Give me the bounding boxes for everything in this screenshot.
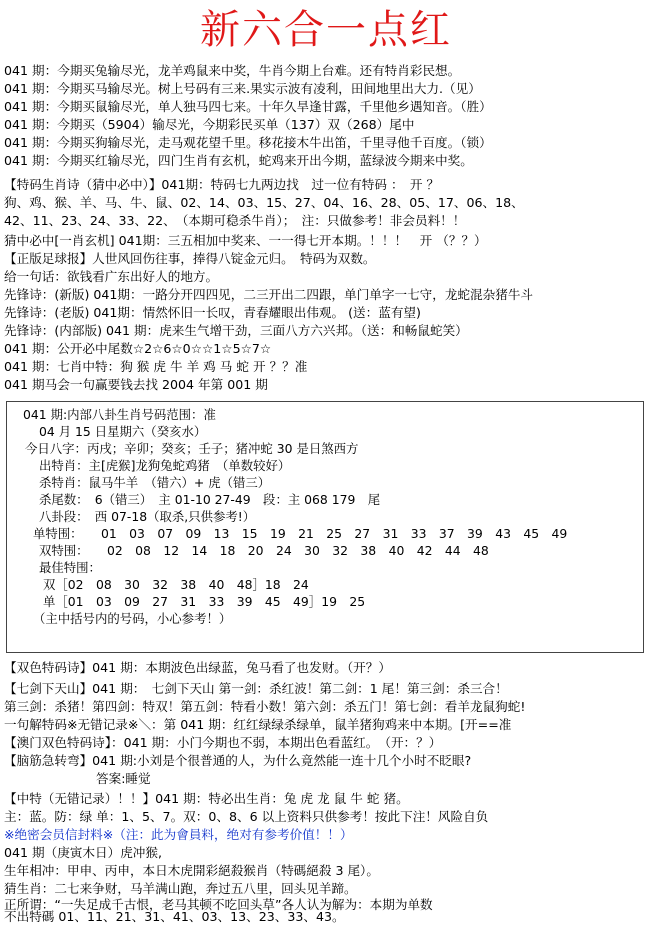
text-line: 【澳门双色特码诗】：041 期：小门今期也不弱，本期出色看蓝红。 （开：？） (4, 735, 442, 750)
box-best-dan: 单［01 03 09 27 31 33 39 45 49］19 25 (43, 594, 366, 609)
text-line: 第三剑：杀猪！第四剑：特双！第五剑：特看小数！第六剑：杀五门！第七剑：看羊龙鼠狗蛇! (4, 699, 526, 714)
text-line: 041 期：今期买狗输尽光，走马观花望千里。移花接木牛出笛，千里寻他千百度。（锁） (4, 135, 492, 150)
text-line: 正所谓：“一失足成千古恨，老马其顿不吃回头草”各人认为解为：本期为单数 (4, 897, 433, 912)
box-header: 041 期:内部八卦生肖号码范围：准 (23, 407, 216, 422)
text-line: 041 期：今期买马输尽光。树上号码有三来.果实示波有凌利，田间地里出大力.（见） (4, 81, 481, 96)
text-line: ※绝密会员信封料※（注：此为會員料，绝对有参考价值！！） (4, 827, 353, 842)
box-date: 04 月 15 日星期六（癸亥水） (39, 424, 207, 439)
page-title: 新六合一点红 (200, 7, 452, 53)
text-line: 先锋诗：(老版) 041期：情然怀旧一长叹，青春耀眼出伟观。 (送：蓝有望) (4, 305, 421, 320)
text-line: 【正版足球报】人世风回伤往事，捧得八锭金元归。 特码为双数。 (4, 251, 376, 266)
box-dan-nums: 01 03 07 09 13 15 19 21 25 27 31 33 37 39 43 45 49 (101, 526, 568, 541)
box-bagua: 八卦段： 西 07-18（取杀,只供参考!） (39, 509, 256, 524)
text-line: 先锋诗：(内部版) 041 期：虎来生气增干劲，三面八方六兴邦。（送：和畅鼠蛇笑） (4, 323, 468, 338)
text-line: 【双色特码诗】041 期：本期波色出绿蓝，兔马看了也发财。（开？） (4, 660, 391, 675)
bagua-box (6, 401, 644, 653)
text-line: 42、11、23、24、33、22、 （本期可稳杀牛肖）； 注：只做参考！非会员料！！ (4, 213, 466, 228)
text-line: 一句解特码※无错记录※＼：第 041 期：红红绿绿杀绿单，鼠羊猪狗鸡来中本期。[开==准 (4, 717, 512, 732)
text-line: 【中特（无错记录）！！】041 期：特必出生肖：兔 虎 龙 鼠 牛 蛇 猪。 (4, 791, 409, 806)
box-best-shuang: 双［02 08 30 32 38 40 48］18 24 (43, 577, 309, 592)
text-line: 不出特碼 01、11、21、31、41、03、13、23、33、43。 (4, 909, 345, 924)
box-note: （主中括号内的号码，小心参考！） (33, 611, 232, 626)
text-line: 狗、鸡、猴、羊、马、牛、鼠、02、14、03、15、27、04、16、28、05、17、06、18、 (4, 195, 524, 210)
text-line: 041 期：今期买（5904）输尽光，今期彩民买单（137）双（268）尾中 (4, 117, 415, 132)
text-line: 先锋诗：(新版) 041期：一路分开四四见，二三开出二四跟，单门单字一七守，龙蛇混杂猪牛斗 (4, 287, 534, 302)
box-chu-te: 出特肖：主[虎猴]龙狗兔蛇鸡猪 （单数较好） (39, 458, 291, 473)
text-line: 041 期：七肖中特：狗 猴 虎 牛 羊 鸡 马 蛇 开 ？？准 (4, 359, 308, 374)
text-line: 主：蓝。防：绿 单：1、5、7。双：0、8、6 以上资料只供参考！按此下注！风险自负 (4, 809, 489, 824)
text-line: 041 期：今期买兔输尽光，龙羊鸡鼠来中奖，牛肖今期上台难。还有特肖彩民想。 (4, 63, 461, 78)
text-line: 041 期：今期买红输尽光，四门生肖有玄机，蛇鸡来开出今期，蓝绿波今期来中奖。 (4, 153, 473, 168)
text-line: 【七剑下天山】041 期： 七剑下天山 第一剑：杀红波！第二剑：1 尾！第三剑：杀三合！ (4, 681, 508, 696)
box-shuang-label: 双特围： (39, 543, 89, 558)
box-shuang-nums: 02 08 12 14 18 20 24 30 32 38 40 42 44 48 (107, 543, 489, 558)
text-line: 041 期：今期买鼠输尽光，单人独马四七来。十年久旱逢甘露，千里他乡遇知音。（胜） (4, 99, 492, 114)
text-line: 猜中必中[一肖玄机] 041期：三五相加中奖来、一一得七开本期。！！！ 开 （？？） (4, 233, 487, 248)
text-line: 猜生肖：二七来争财，马羊满山跑，奔过五八里，回头见羊蹄。 (4, 881, 357, 896)
text-line: 041 期（庚寅木日）虎冲猴, (4, 845, 162, 860)
text-line: 041 期：公开必中尾数☆2☆6☆0☆☆1☆5☆7☆ (4, 341, 272, 356)
text-line: 041 期马会一句赢要钱去找 2004 年第 001 期 (4, 377, 268, 392)
box-best-label: 最佳特围： (39, 560, 101, 575)
box-sha-te: 杀特肖：鼠马牛羊 （错六）+ 虎（错三） (39, 475, 271, 490)
box-dan-label: 单特围： (33, 526, 83, 541)
text-line: 【特码生肖诗（猜中必中）】041期：特码七九两边找 过一位有特码 ： 开 ？ (4, 177, 440, 192)
text-line: 生年相冲：甲申、丙申，本日木虎開彩絕殺猴肖（特碼絕殺 3 尾）。 (4, 863, 379, 878)
text-line: 【脑筋急转弯】041 期:小刘是个很普通的人，为什么竟然能一连十几个小时不眨眼? (4, 753, 472, 768)
box-sha-wei: 杀尾数： 6（错三） 主 01-10 27-49 段：主 068 179 尾 (39, 492, 381, 507)
text-line: 给一句话：欲钱看广东出好人的地方。 (4, 269, 219, 284)
text-line: 答案:睡觉 (96, 771, 151, 786)
box-bazi: 今日八字：丙戌；辛卯；癸亥；壬子；猪冲蛇 30 是日煞西方 (25, 441, 359, 456)
